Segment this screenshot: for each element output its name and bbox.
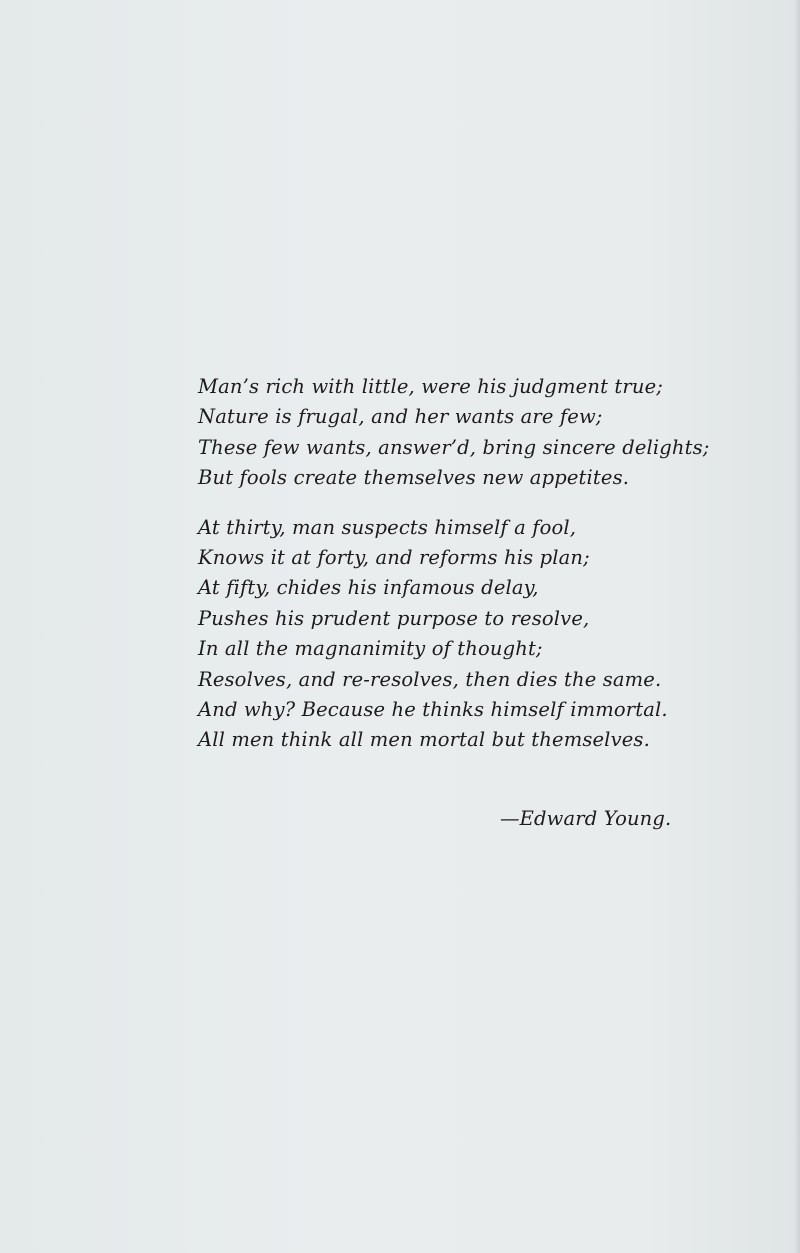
poem-line: At fifty, chides his infamous delay,: [198, 576, 539, 600]
stanza-1: [198, 372, 758, 494]
poem-line: Knows it at forty, and reforms his plan;: [198, 545, 590, 569]
poem-line: But fools create themselves new appetites.: [198, 466, 630, 490]
poem-line: Pushes his prudent purpose to resolve,: [198, 606, 590, 630]
poem-line: These few wants, answer’d, bring sincere delights;: [198, 435, 710, 459]
poem-line: Resolves, and re-resolves, then dies the same.: [198, 667, 662, 691]
poem-line: And why? Because he thinks himself immortal.: [198, 697, 668, 721]
poem: [198, 372, 758, 756]
poem-attribution: —Edward Young.: [500, 807, 672, 830]
poem-line: All men think all men mortal but themselves.: [198, 728, 650, 752]
page-edge-shadow: [794, 0, 800, 1253]
poem-line: Nature is frugal, and her wants are few;: [198, 405, 603, 429]
stanza-2: [198, 513, 758, 756]
poem-line: At thirty, man suspects himself a fool,: [198, 515, 577, 539]
poem-line: Man’s rich with little, were his judgment true;: [198, 375, 663, 398]
poem-line: In all the magnanimity of thought;: [198, 637, 543, 661]
